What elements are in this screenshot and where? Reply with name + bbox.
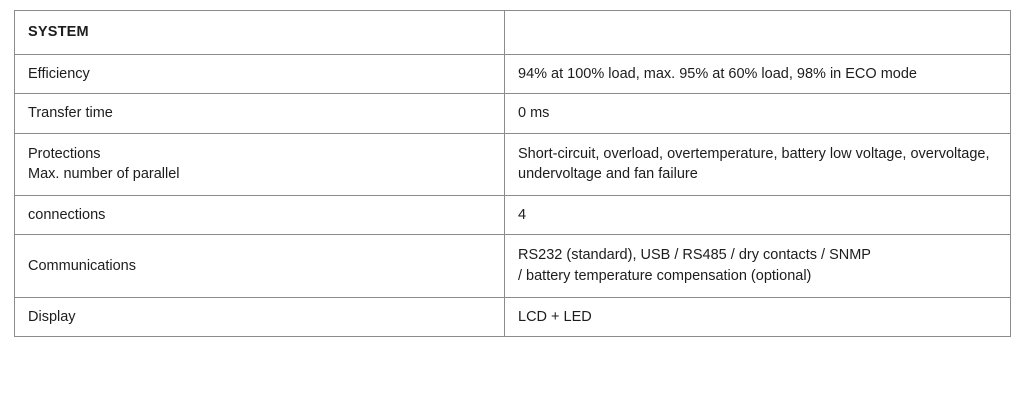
table-row — [15, 94, 1011, 134]
spec-value-cell: 4 — [505, 195, 1011, 235]
spec-value-line: / battery temperature compensation (optional) — [518, 268, 812, 285]
table-body — [15, 11, 1011, 337]
spec-value-line: RS232 (standard), USB / RS485 / dry contacts / SNMP — [518, 247, 871, 264]
spec-value-cell — [505, 133, 1011, 195]
spec-label-line: Max. number of parallel — [28, 166, 180, 183]
spec-label-cell — [15, 133, 505, 195]
spec-label-lines — [28, 144, 491, 185]
table-row — [15, 133, 1011, 195]
table-row — [15, 54, 1011, 94]
spec-value-cell: 94% at 100% load, max. 95% at 60% load, 98% in ECO mode — [505, 54, 1011, 94]
spec-label-cell: Transfer time — [15, 94, 505, 134]
spec-value-line: undervoltage and fan failure — [518, 166, 698, 183]
spec-value-cell: LCD + LED — [505, 297, 1011, 337]
spec-value-lines — [518, 144, 997, 185]
table-row — [15, 297, 1011, 337]
spec-label-cell: Efficiency — [15, 54, 505, 94]
table-row — [15, 195, 1011, 235]
spec-value-cell — [505, 235, 1011, 297]
system-specifications-table — [14, 10, 1011, 337]
spec-label-line: Protections — [28, 145, 101, 162]
spec-label-cell: Display — [15, 297, 505, 337]
table-row — [15, 235, 1011, 297]
spec-label-cell: Communications — [15, 235, 505, 297]
section-title-value-cell — [505, 11, 1011, 55]
spec-value-cell: 0 ms — [505, 94, 1011, 134]
spec-value-line: Short-circuit, overload, overtemperature, battery low voltage, overvoltage, — [518, 145, 990, 162]
spec-value-lines — [518, 245, 997, 286]
spec-label-cell: connections — [15, 195, 505, 235]
section-title-cell: SYSTEM — [15, 11, 505, 55]
table-header-row — [15, 11, 1011, 55]
